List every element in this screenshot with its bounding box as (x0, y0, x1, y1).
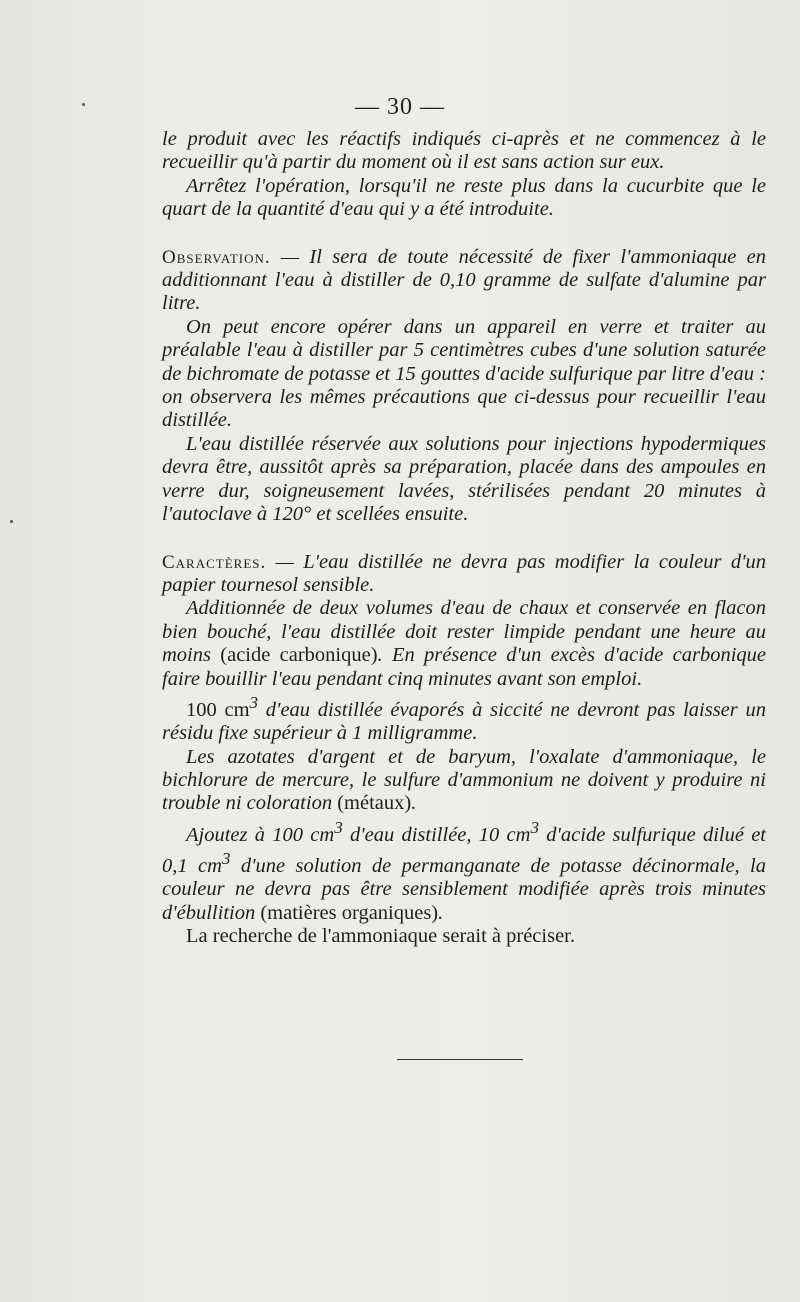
permanganate-text-c: d'acide sulfurique dilué et 0,1 cm (162, 823, 766, 877)
permanganate-text-f: . (438, 901, 444, 924)
observation-label: Observation. (162, 246, 271, 268)
chaux-text-c: . En présence d'un excès d'acide carbonique faire bouillir l'eau pendant cinq minutes avant son emploi. (162, 644, 766, 690)
paragraph-observation (162, 246, 766, 316)
azotates-text-c: . (411, 792, 417, 815)
chaux-text-b: (acide carbonique) (220, 644, 378, 667)
paragraph-injections: L'eau distillée réservée aux solutions pour injections hypodermiques devra être, aussitôt après sa préparation, placée dans des ampoules en verre dur, soigneusement lavées, stérilisées pendant 20 minutes à l'autoclave à 120° et scellées ensuite. (162, 432, 766, 526)
paragraph-arretez: Arrêtez l'opération, lorsqu'il ne reste plus dans la cucurbite que le quart de la quantité d'eau qui y a été introduite. (162, 174, 766, 221)
permanganate-sup-2: 3 (530, 817, 539, 837)
chaux-text-a: Additionnée de deux volumes d'eau de chaux et conservée en flacon bien bouché, l'eau distillée doit rester limpide pendant une heure au moins (162, 597, 766, 667)
paragraph-continuation: le produit avec les réactifs indiqués ci-après et ne commencez à le recueillir qu'à partir du moment où il est sans action sur eux. (162, 128, 766, 174)
closing-rule (397, 1059, 523, 1060)
page-number: — 30 — (355, 94, 445, 120)
observation-text: — Il sera de toute nécessité de fixer l'ammoniaque en additionnant l'eau à distiller de 0,10 gramme de sulfate d'alumine par litre. (162, 245, 766, 315)
paragraph-eau-de-chaux (162, 597, 766, 691)
azotates-text-b: (métaux) (337, 792, 412, 815)
paragraph-residu (162, 691, 766, 746)
azotates-text-a: Les azotates d'argent et de baryum, l'oxalate d'ammoniaque, le bichlorure de mercure, le sulfure d'ammonium ne doivent y produire ni trouble ni coloration (162, 745, 766, 815)
permanganate-sup-1: 3 (334, 817, 343, 837)
paragraph-ammoniaque: La recherche de l'ammoniaque serait à préciser. (186, 925, 575, 948)
permanganate-text-e: (matières organiques) (260, 901, 439, 924)
paragraph-appareil-verre: On peut encore opérer dans un appareil en verre et traiter au préalable l'eau à distiller par 5 centimètres cubes d'une solution saturée de bichromate de potasse et 15 gouttes d'acide sulfurique par litre d'eau : on observera les mêmes précautions que ci-dessus pour recueillir l'eau distillée. (162, 315, 766, 432)
residu-sup: 3 (249, 692, 259, 712)
permanganate-text-a: Ajoutez à 100 cm (186, 823, 335, 846)
paragraph-azotates (162, 746, 766, 816)
caracteres-label: Caractères. (162, 551, 267, 573)
residu-text-b: d'eau distillée évaporés à siccité ne devront pas laisser un résidu fixe supérieur à 1 milligramme. (162, 698, 766, 745)
paragraph-caracteres (162, 551, 766, 598)
body-text (162, 128, 766, 948)
caracteres-text: — L'eau distillée ne devra pas modifier la couleur d'un papier tournesol sensible. (162, 550, 766, 596)
residu-text-a: 100 cm (186, 698, 250, 721)
print-speck (10, 520, 13, 523)
permanganate-text-d: d'une solution de permanganate de potasse décinormale, la couleur ne devra pas être sensiblement modifiée après trois minutes d'ébullition (162, 854, 766, 924)
print-speck (82, 103, 85, 106)
permanganate-sup-3: 3 (221, 849, 231, 869)
permanganate-text-b: d'eau distillée, 10 cm (342, 823, 531, 846)
paragraph-permanganate (162, 816, 766, 925)
